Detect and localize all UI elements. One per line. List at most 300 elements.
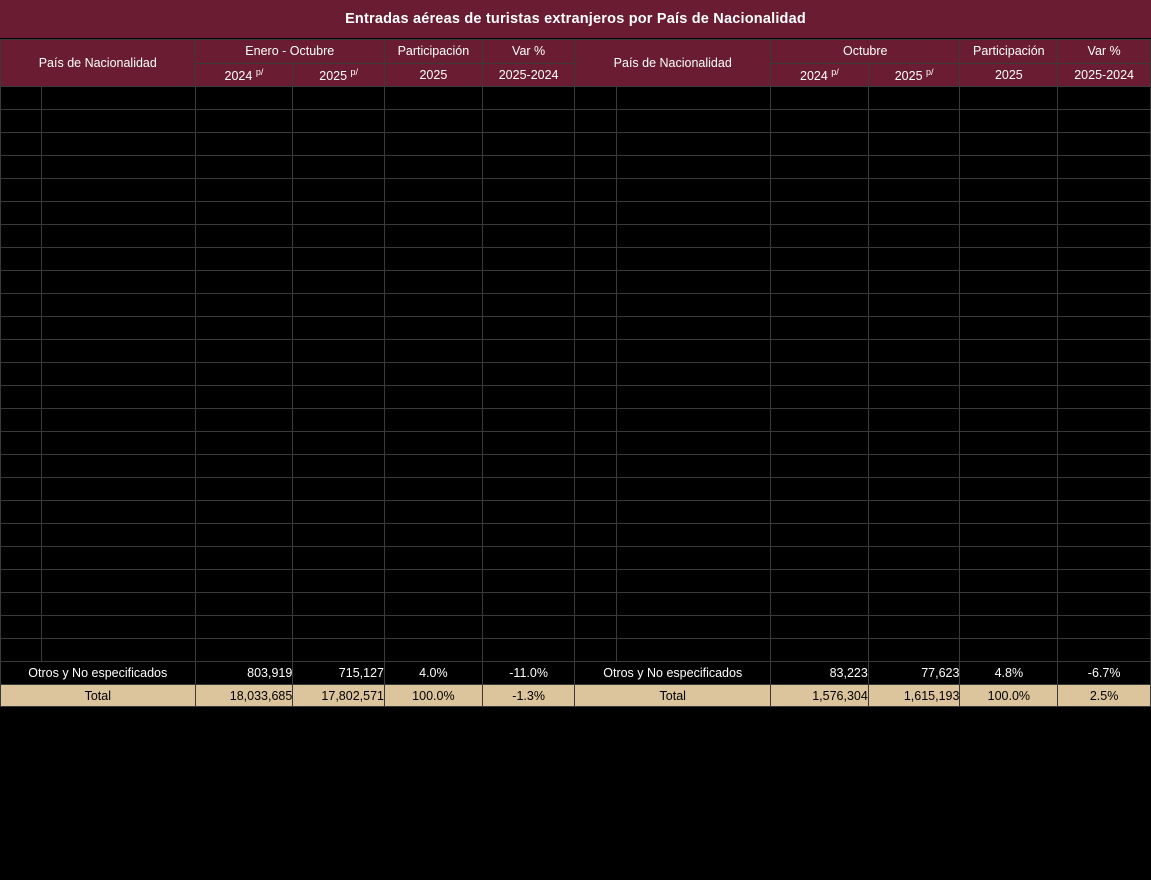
table-cell [293,225,385,248]
table-cell [1058,87,1151,110]
table-cell [868,386,960,409]
table-cell [293,547,385,570]
table-cell [960,363,1058,386]
table-cell [1058,478,1151,501]
table-cell [41,478,195,501]
table-cell [195,593,293,616]
table-cell [1058,225,1151,248]
table-cell [960,455,1058,478]
table-cell [617,478,771,501]
table-cell [771,340,869,363]
table-row [1,501,1151,524]
table-cell [482,179,575,202]
table-cell [868,179,960,202]
table-cell [960,616,1058,639]
table-cell [868,478,960,501]
table-cell [575,317,617,340]
table-cell [1,202,42,225]
table-cell [41,202,195,225]
table-cell [1,87,42,110]
left-year-2024-label: 2024 [224,68,253,83]
table-cell [960,432,1058,455]
table-cell [384,432,482,455]
table-cell [868,133,960,156]
table-cell [482,639,575,662]
table-cell [1058,340,1151,363]
table-cell [482,133,575,156]
table-cell [195,294,293,317]
right-country-header: País de Nacionalidad [575,40,771,87]
table-cell [1,478,42,501]
table-cell [384,248,482,271]
table-cell [575,202,617,225]
table-cell [41,225,195,248]
table-cell [960,547,1058,570]
table-cell [482,478,575,501]
table-cell [1,432,42,455]
table-cell [384,340,482,363]
right-period-header: Octubre [771,40,960,64]
table-cell [771,271,869,294]
table-cell [384,570,482,593]
left-share-header: Participación [384,40,482,64]
table-cell [617,570,771,593]
table-cell [482,248,575,271]
table-cell [195,547,293,570]
table-row [1,225,1151,248]
table-row [1,639,1151,662]
table-row [1,478,1151,501]
table-cell [384,225,482,248]
left-otros-2024: 803,919 [195,662,293,685]
table-cell [384,202,482,225]
table-cell [1058,317,1151,340]
table-cell [868,524,960,547]
table-cell [617,156,771,179]
table-cell [482,87,575,110]
table-cell [384,271,482,294]
table-cell [960,570,1058,593]
table-cell [1058,455,1151,478]
table-cell [195,87,293,110]
table-cell [41,133,195,156]
table-cell [868,225,960,248]
table-row [1,570,1151,593]
table-cell [1,547,42,570]
table-cell [195,179,293,202]
table-cell [195,225,293,248]
table-cell [1058,524,1151,547]
table-cell [482,616,575,639]
left-total-share: 100.0% [384,685,482,707]
table-cell [868,593,960,616]
table-cell [575,616,617,639]
table-cell [771,386,869,409]
right-total-2025: 1,615,193 [868,685,960,707]
table-cell [482,340,575,363]
table-cell [960,271,1058,294]
left-year-2024-header [195,63,293,87]
table-cell [41,455,195,478]
right-year-2024-label: 2024 [800,68,828,83]
table-cell [771,570,869,593]
table-summary [1,662,1151,707]
right-total-2024: 1,576,304 [771,685,869,707]
table-cell [575,133,617,156]
table-cell [960,409,1058,432]
table-cell [384,386,482,409]
table-cell [482,110,575,133]
table-cell [868,202,960,225]
table-cell [771,133,869,156]
table-cell [195,455,293,478]
table-cell [195,432,293,455]
table-cell [293,455,385,478]
table-cell [771,156,869,179]
table-cell [1058,363,1151,386]
table-cell [575,248,617,271]
table-cell [384,133,482,156]
table-cell [195,386,293,409]
table-cell [617,225,771,248]
table-cell [1058,593,1151,616]
table-cell [575,593,617,616]
table-cell [1058,156,1151,179]
table-cell [1,340,42,363]
table-row [1,593,1151,616]
table-cell [1058,202,1151,225]
table-cell [1058,133,1151,156]
table-cell [617,639,771,662]
right-otros-var: -6.7% [1058,662,1151,685]
table-cell [617,455,771,478]
table-cell [960,294,1058,317]
table-cell [1,248,42,271]
right-year-2024-sup: p/ [831,66,839,77]
table-cell [771,110,869,133]
table-cell [868,317,960,340]
right-year-2025-label: 2025 [894,68,923,83]
table-cell [293,593,385,616]
table-cell [482,524,575,547]
table-cell [1058,547,1151,570]
table-cell [293,570,385,593]
table-cell [384,547,482,570]
page-footer-area [0,707,1151,880]
table-row [1,202,1151,225]
table-cell [575,455,617,478]
table-cell [575,570,617,593]
table-cell [195,524,293,547]
table-cell [293,248,385,271]
table-cell [617,179,771,202]
table-row [1,363,1151,386]
table-cell [617,87,771,110]
table-cell [293,363,385,386]
table-cell [195,639,293,662]
table-cell [384,593,482,616]
table-row [1,110,1151,133]
left-otros-label: Otros y No especificados [1,662,196,685]
table-cell [482,202,575,225]
table-cell [617,271,771,294]
table-row [1,616,1151,639]
table-cell [960,87,1058,110]
entradas-table [0,39,1151,707]
table-cell [771,593,869,616]
table-cell [617,616,771,639]
table-cell [384,294,482,317]
table-cell [1058,248,1151,271]
table-cell [41,616,195,639]
table-cell [617,294,771,317]
table-cell [771,202,869,225]
table-row [1,248,1151,271]
table-cell [384,317,482,340]
table-cell [195,317,293,340]
table-cell [617,501,771,524]
table-cell [771,317,869,340]
table-cell [195,202,293,225]
table-cell [1,179,42,202]
left-year-2025-header [293,63,385,87]
table-cell [482,501,575,524]
table-cell [960,524,1058,547]
table-cell [617,432,771,455]
table-cell [41,87,195,110]
table-cell [617,110,771,133]
table-cell [482,294,575,317]
table-cell [868,616,960,639]
table-cell [771,225,869,248]
table-cell [1058,271,1151,294]
table-cell [868,501,960,524]
table-cell [293,340,385,363]
right-share-year: 2025 [960,63,1058,87]
table-cell [1058,432,1151,455]
table-cell [575,340,617,363]
table-cell [384,478,482,501]
table-row-otros [1,662,1151,685]
table-cell [960,110,1058,133]
table-cell [293,616,385,639]
table-cell [868,156,960,179]
table-cell [1,455,42,478]
table-cell [1058,639,1151,662]
table-cell [482,455,575,478]
table-cell [960,317,1058,340]
right-otros-share: 4.8% [960,662,1058,685]
table-cell [41,639,195,662]
right-year-2025-sup: p/ [926,66,934,77]
left-otros-2025: 715,127 [293,662,385,685]
table-cell [195,501,293,524]
table-cell [195,110,293,133]
table-cell [771,639,869,662]
table-cell [575,478,617,501]
table-cell [384,616,482,639]
table-cell [293,271,385,294]
right-total-share: 100.0% [960,685,1058,707]
table-cell [575,501,617,524]
table-cell [1,271,42,294]
table-cell [1,570,42,593]
table-cell [575,386,617,409]
left-total-label: Total [1,685,196,707]
table-cell [771,179,869,202]
table-row [1,547,1151,570]
right-year-2025-header [868,63,960,87]
table-cell [482,156,575,179]
table-cell [771,501,869,524]
table-cell [482,409,575,432]
table-cell [195,409,293,432]
table-cell [384,524,482,547]
table-cell [617,547,771,570]
left-total-2024: 18,033,685 [195,685,293,707]
table-cell [960,248,1058,271]
table-cell [482,593,575,616]
table-cell [1,409,42,432]
table-cell [195,363,293,386]
table-cell [482,225,575,248]
table-cell [617,593,771,616]
right-total-label: Total [575,685,771,707]
right-otros-2024: 83,223 [771,662,869,685]
table-cell [41,179,195,202]
table-cell [384,156,482,179]
table-cell [195,133,293,156]
table-cell [868,110,960,133]
table-cell [1058,294,1151,317]
table-row [1,179,1151,202]
table-row [1,133,1151,156]
table-cell [384,455,482,478]
table-row [1,432,1151,455]
table-cell [41,340,195,363]
left-country-header: País de Nacionalidad [1,40,196,87]
left-otros-share: 4.0% [384,662,482,685]
table-cell [868,363,960,386]
table-cell [41,593,195,616]
table-row-total [1,685,1151,707]
table-cell [771,547,869,570]
table-cell [384,363,482,386]
table-row [1,340,1151,363]
table-cell [1,110,42,133]
table-cell [868,294,960,317]
table-cell [293,156,385,179]
table-cell [482,570,575,593]
table-cell [868,248,960,271]
table-row [1,317,1151,340]
table-cell [1058,110,1151,133]
table-cell [1058,409,1151,432]
table-row [1,87,1151,110]
table-cell [293,87,385,110]
table-cell [771,248,869,271]
table-cell [41,271,195,294]
table-cell [617,317,771,340]
table-cell [482,547,575,570]
table-cell [868,547,960,570]
table-cell [482,432,575,455]
table-cell [575,639,617,662]
table-cell [41,386,195,409]
table-cell [195,271,293,294]
table-cell [293,317,385,340]
table-cell [1058,570,1151,593]
table-cell [575,87,617,110]
table-cell [575,271,617,294]
table-cell [1,363,42,386]
table-cell [771,432,869,455]
table-cell [41,317,195,340]
table-cell [1,593,42,616]
table-cell [960,202,1058,225]
table-cell [195,248,293,271]
table-cell [1,524,42,547]
table-cell [41,432,195,455]
table-cell [868,271,960,294]
table-cell [960,156,1058,179]
left-var-years: 2025-2024 [482,63,575,87]
left-year-2025-sup: p/ [350,66,359,77]
table-cell [384,501,482,524]
left-year-2025-label: 2025 [319,68,348,83]
table-cell [960,386,1058,409]
table-cell [293,179,385,202]
table-cell [41,409,195,432]
table-cell [482,271,575,294]
table-cell [41,570,195,593]
left-period-header: Enero - Octubre [195,40,384,64]
table-cell [868,87,960,110]
table-cell [960,478,1058,501]
table-cell [575,294,617,317]
table-cell [1058,386,1151,409]
table-cell [195,156,293,179]
table-cell [293,639,385,662]
table-cell [384,87,482,110]
table-cell [482,317,575,340]
table-cell [41,547,195,570]
left-share-year: 2025 [384,63,482,87]
table-cell [482,363,575,386]
table-cell [617,409,771,432]
table-cell [575,156,617,179]
table-cell [868,639,960,662]
table-cell [41,501,195,524]
table-cell [617,133,771,156]
table-cell [575,524,617,547]
right-var-header: Var % [1058,40,1151,64]
right-otros-2025: 77,623 [868,662,960,685]
right-var-years: 2025-2024 [1058,63,1151,87]
table-cell [195,340,293,363]
table-cell [195,616,293,639]
table-cell [1,639,42,662]
table-cell [617,524,771,547]
table-cell [960,179,1058,202]
table-cell [293,478,385,501]
right-year-2024-header [771,63,869,87]
right-total-var: 2.5% [1058,685,1151,707]
table-cell [293,133,385,156]
left-otros-var: -11.0% [482,662,575,685]
table-row [1,386,1151,409]
table-cell [293,432,385,455]
